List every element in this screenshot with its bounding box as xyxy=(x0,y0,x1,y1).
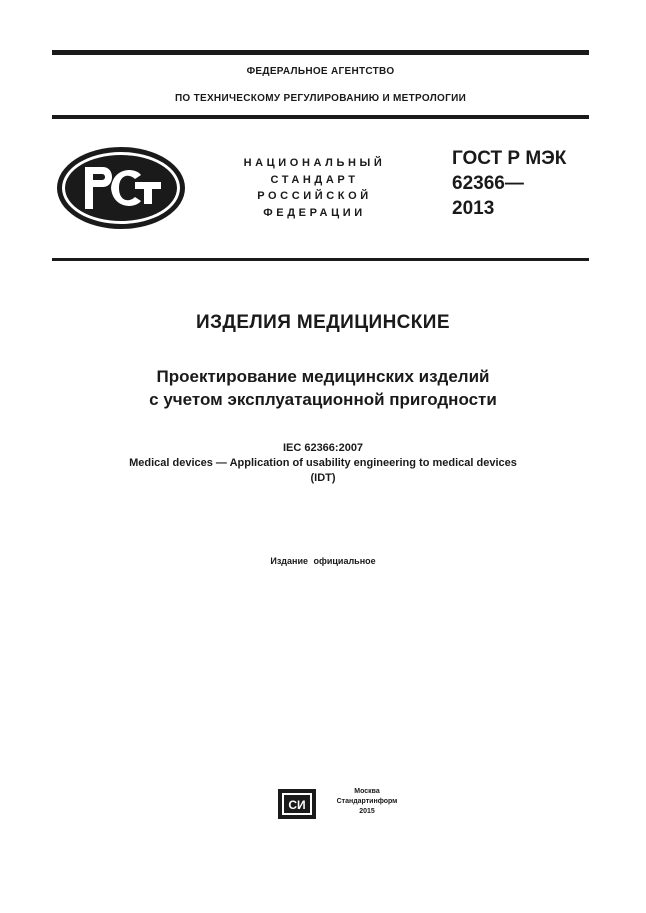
publisher-name: Стандартинформ xyxy=(336,798,398,805)
agency-line-1: ФЕДЕРАЛЬНОЕ АГЕНТСТВО xyxy=(246,66,395,77)
national-line: ФЕДЕРАЦИИ xyxy=(263,206,366,219)
agency-line-2: ПО ТЕХНИЧЕСКОМУ РЕГУЛИРОВАНИЮ И МЕТРОЛОГИИ xyxy=(174,93,467,104)
gost-line-1: ГОСТ Р МЭК xyxy=(452,148,567,169)
edition-label: Издание официальное xyxy=(270,556,376,566)
standartinform-logo-icon xyxy=(278,789,316,819)
rst-logo-icon xyxy=(55,145,187,231)
national-standard-block xyxy=(222,155,407,221)
gost-designation xyxy=(452,146,566,221)
document-subtitle xyxy=(0,365,646,411)
document-title: ИЗДЕЛИЯ МЕДИЦИНСКИЕ xyxy=(196,312,450,333)
top-rule xyxy=(52,50,589,55)
national-line: СТАНДАРТ xyxy=(270,173,359,186)
national-line: РОССИЙСКОЙ xyxy=(257,190,372,202)
subtitle-line-1: Проектирование медицинских изделий xyxy=(156,367,490,386)
gost-line-2: 62366— xyxy=(452,173,524,194)
gost-line-3: 2013 xyxy=(452,198,495,219)
iec-reference xyxy=(0,441,646,486)
publisher-block xyxy=(322,787,412,817)
subtitle-line-2: с учетом эксплуатационной пригодности xyxy=(149,390,497,409)
header-rule xyxy=(52,258,589,261)
publisher-year: 2015 xyxy=(359,808,375,815)
national-line: НАЦИОНАЛЬНЫЙ xyxy=(243,157,386,169)
iec-title: Medical devices — Application of usability engineering to medical devices xyxy=(129,457,517,469)
agency-rule xyxy=(52,115,589,119)
publisher-logo-text: СИ xyxy=(288,798,306,812)
iec-idt: (IDT) xyxy=(310,472,336,484)
publisher-city: Москва xyxy=(354,788,380,795)
iec-code: IEC 62366:2007 xyxy=(282,442,364,454)
